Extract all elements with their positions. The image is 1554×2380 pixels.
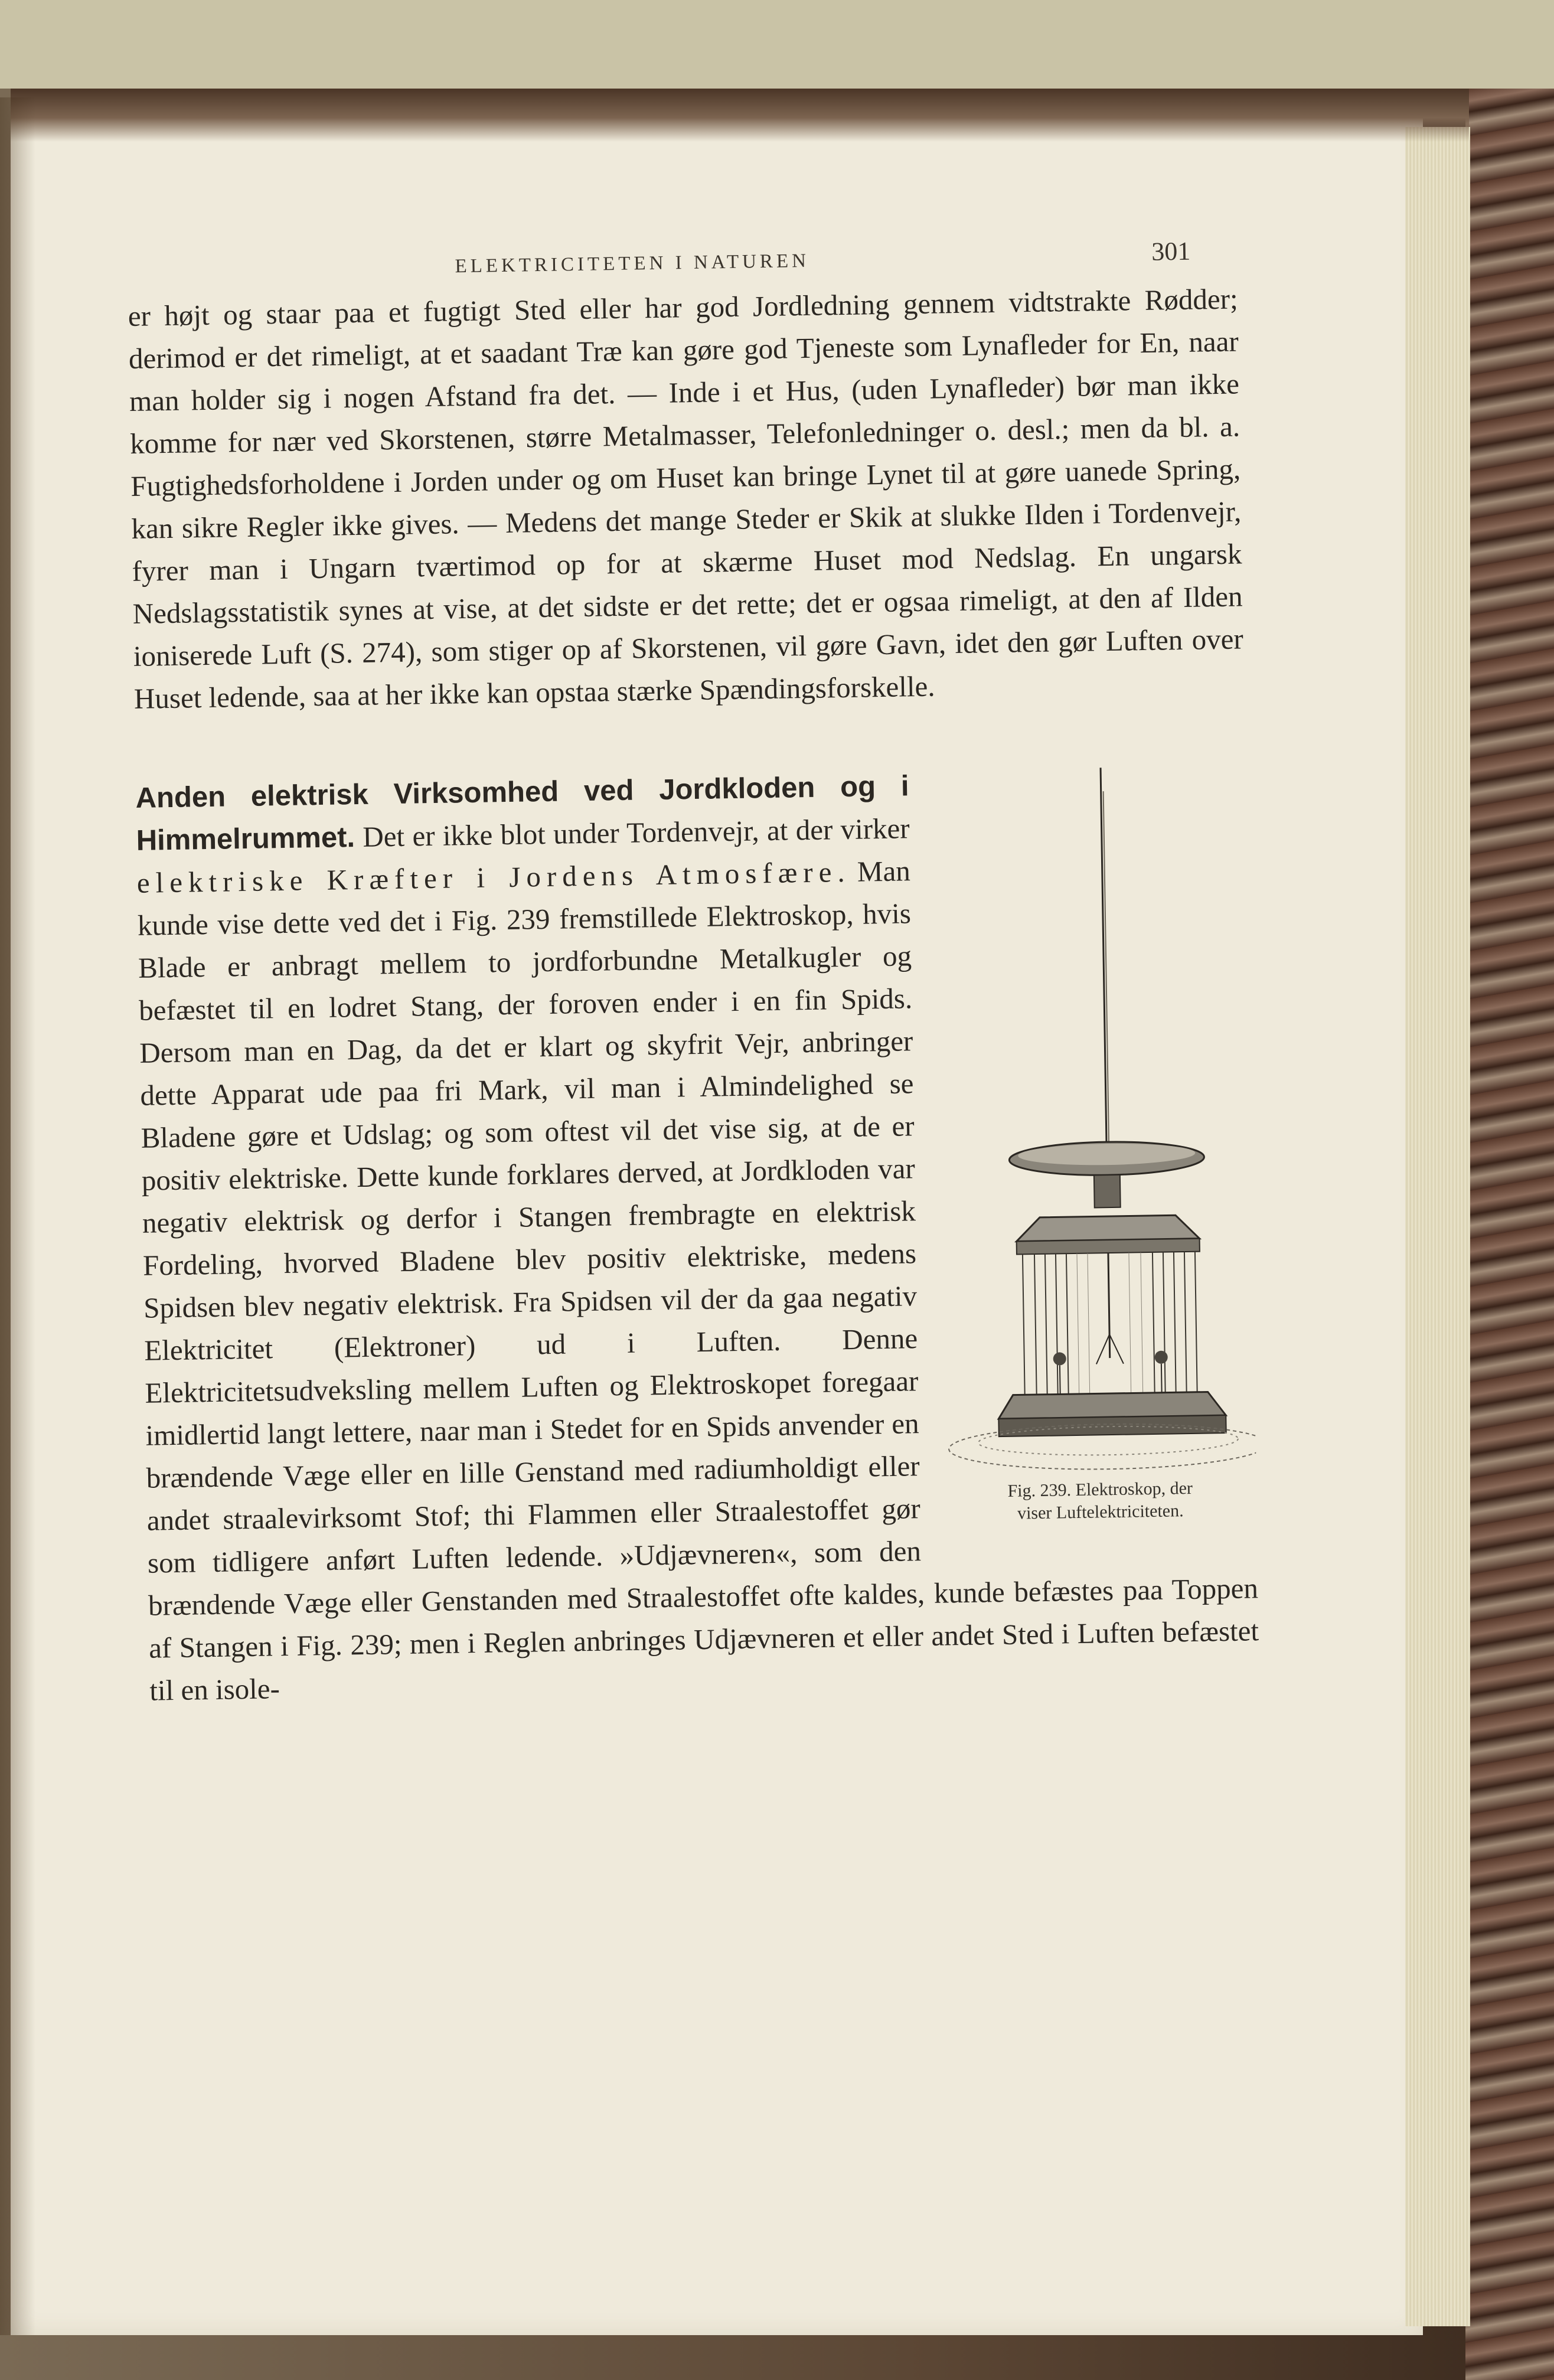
marbled-cover-edge (1465, 89, 1554, 2380)
section-atmospheric-electricity (135, 759, 1260, 1712)
page-number: 301 (1151, 236, 1191, 266)
caption-line-2: viser Luftelektriciteten. (1017, 1501, 1184, 1523)
spine-shadow (0, 97, 35, 2335)
section-text-rest: . Man kunde vise dette ved det i Fig. 239 fremstillede Elektroskop, hvis Blade er anbragt mellem to jordforbundne Metalkugler og befæstet til en lodret Stang, der foroven ender i en fin Spids. Dersom man en Dag, da det er klart og skyfrit Vejr, anbringer dette Apparat ude paa fri Mark, vil man i Almindelighed se Bladene gøre et Udslag; og som oftest vil det vise sig, at de er positiv elektriske. Dette kunde forklares derved, at Jordkloden var negativ elektrisk og derfor i Stangen frembragte en elektrisk Fordeling, hvorved Bladene blev positiv elektriske, medens Spidsen blev negativ elektrisk. Fra Spidsen vil der da gaa negativ Elektricitet (Elektroner) ud i Luften. Denne Elektricitetsudveksling mellem Luften og Elektroskopet foregaar imidlertid langt lettere, naar man i Stedet for en Spids anvender en brændende Væge eller en lille Genstand med radiumholdigt eller andet straalevirksomt Stof; thi Flammen eller Straalestoffet gør som tidligere anført Luften ledende. »Udjævneren«, som den brændende Væge eller Genstanden med Straalestoffet ofte kaldes, kunde befæstes paa Toppen af Stangen i Fig. 239; men i Reglen anbringes Udjævneren et eller andet Sted i Luften befæstet til en isole- (137, 854, 1259, 1707)
running-title: ELEKTRICITETEN I NATUREN (455, 250, 810, 277)
worn-top-edge (11, 89, 1469, 142)
figure-239 (932, 765, 1257, 1526)
page-content (127, 230, 1260, 1712)
section-text-start: Det er ikke blot under Tordenvejr, at der virker (354, 812, 910, 854)
page-edges (1405, 127, 1470, 2326)
spaced-emphasis: elektriske Kræfter i Jordens Atmosfære (136, 856, 838, 899)
section-heading: Anden elektrisk Virksomhed ved Jordkloden og i Himmelrummet. (135, 770, 909, 857)
figure-caption (944, 1476, 1257, 1526)
paragraph-lightning-safety: er højt og staar paa et fugtigt Sted eller har god Jordledning gennem vidtstrakte Rødder; derimod er det rimeligt, at et saadant Træ kan gøre god Tjeneste som Lynafleder for En, naar man holder sig i nogen Afstand fra det. — Inde i et Hus, (uden Lynafleder) bør man ikke komme for nær ved Skorstenen, større Metalmasser, Telefonledninger o. desl.; men da bl. a. Fugtighedsforholdene i Jorden under og om Huset kan bringe Lynet til at gøre uanede Spring, kan sikre Regler ikke gives. — Medens det mange Steder er Skik at slukke Ilden i Tordenvejr, fyrer man i Ungarn tværtimod op for at skærme Huset mod Nedslag. En ungarsk Nedslagsstatistik synes at vise, at det sidste er det rette; det er ogsaa rimeligt, at den af Ilden ioniserede Luft (S. 274), som stiger op af Skorstenen, vil gøre Gavn, idet den gør Luften over Huset ledende, saa at her ikke kan opstaa stærke Spændingsforskelle. (128, 282, 1244, 715)
caption-line-1: Fig. 239. Elektroskop, der (1007, 1478, 1193, 1501)
electroscope-illustration (932, 765, 1256, 1478)
